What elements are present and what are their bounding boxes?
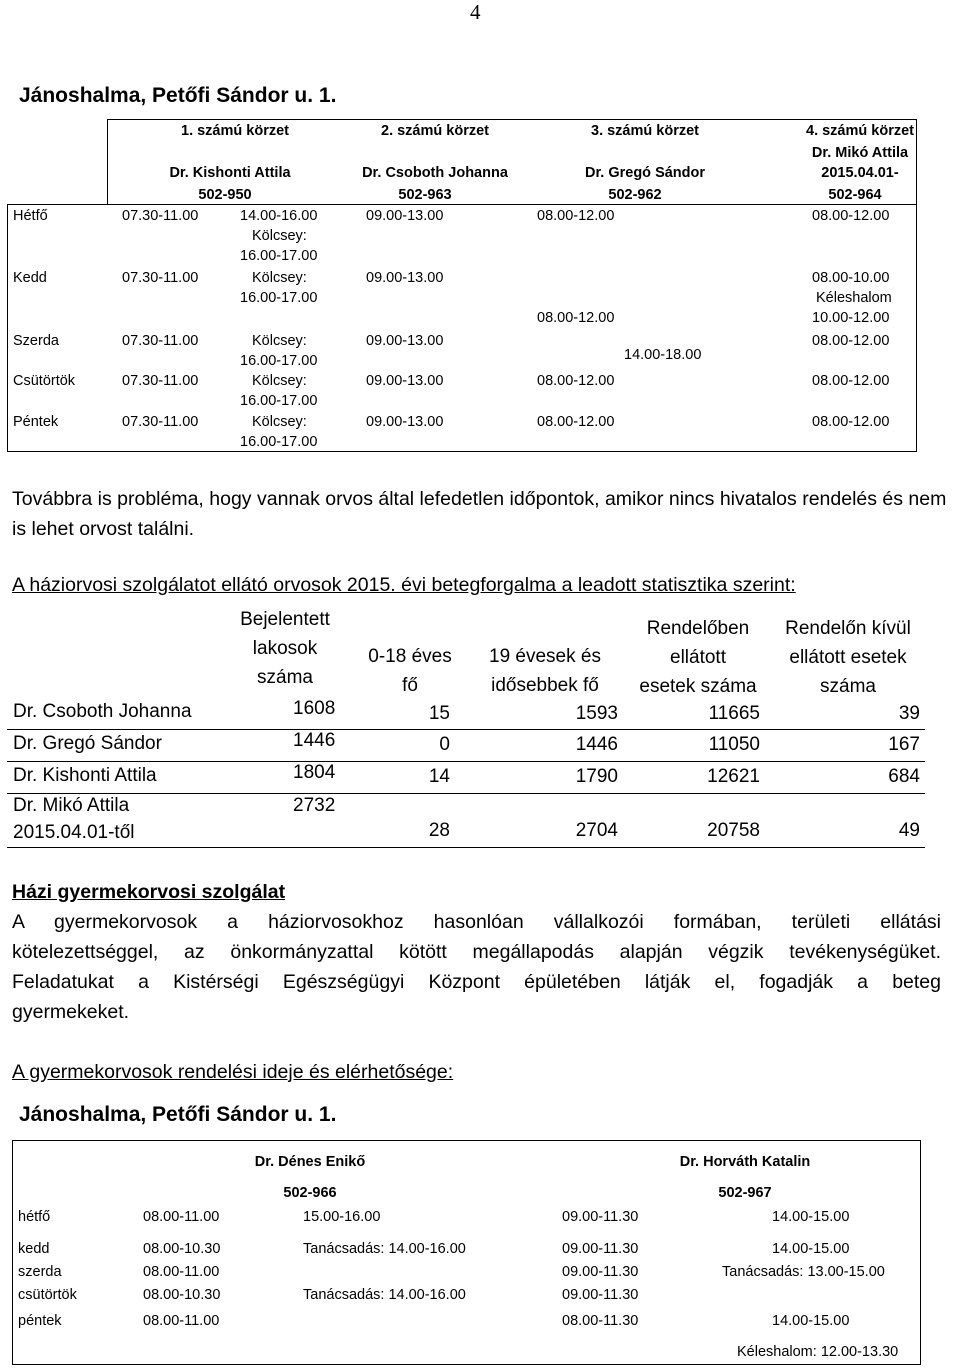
thursday-d4: 08.00-12.00 bbox=[812, 373, 890, 389]
row-4-outside: 49 bbox=[898, 820, 920, 841]
pediatric-line-1: A gyermekorvosok a háziorvosokhoz hasonlóan vállalkozói formában, területi ellátási bbox=[12, 911, 941, 933]
row-csutortok-day: csütörtök bbox=[18, 1287, 77, 1303]
row-kedd-c: 09.00-11.30 bbox=[562, 1241, 639, 1257]
thursday-d2: 09.00-13.00 bbox=[366, 373, 444, 389]
row-4-registered: 2732 bbox=[293, 795, 336, 816]
district-1-code: 502-950 bbox=[198, 187, 252, 203]
district-2-label: 2. számú körzet bbox=[381, 123, 489, 139]
address-heading: Jánoshalma, Petőfi Sándor u. 1. bbox=[19, 84, 337, 107]
row-2-age19: 1446 bbox=[575, 734, 618, 755]
row-4-name-since: 2015.04.01-től bbox=[13, 822, 135, 843]
tuesday-kolcsey-time: 16.00-17.00 bbox=[240, 290, 318, 306]
friday-d4: 08.00-12.00 bbox=[812, 414, 890, 430]
pediatric-line-3: Feladatukat a Kistérségi Egészségügyi Központ épületében látják el, fogadják a beteg bbox=[12, 971, 941, 993]
tuesday-d1-morning: 07.30-11.00 bbox=[122, 270, 199, 286]
friday-d1-morning: 07.30-11.00 bbox=[122, 414, 199, 430]
thursday-d3: 08.00-12.00 bbox=[537, 373, 615, 389]
district-3-doctor: Dr. Gregó Sándor bbox=[584, 165, 706, 181]
wednesday-d1-morning: 07.30-11.00 bbox=[122, 333, 199, 349]
wednesday-d3: 14.00-18.00 bbox=[624, 347, 702, 363]
row-hetfo-c: 09.00-11.30 bbox=[562, 1209, 639, 1225]
district-1-doctor: Dr. Kishonti Attila bbox=[169, 165, 291, 181]
row-1-inside: 11665 bbox=[708, 703, 760, 724]
row-hetfo-day: hétfő bbox=[18, 1209, 51, 1225]
row-pentek-day: péntek bbox=[18, 1313, 62, 1329]
row-2-inside: 11050 bbox=[708, 734, 760, 755]
day-friday: Péntek bbox=[13, 414, 59, 430]
pediatric-line-4: gyermekeket. bbox=[12, 1001, 130, 1023]
friday-kolcsey-time: 16.00-17.00 bbox=[240, 434, 318, 450]
header-age-0-18: 0-18 éves fő bbox=[368, 646, 452, 696]
coverage-paragraph: Továbbra is probléma, hogy vannak orvos által lefedetlen időpontok, amikor nincs hivatalos rendelés és nem is lehet orvost találni. bbox=[12, 488, 947, 540]
monday-d1-afternoon: 14.00-16.00 bbox=[240, 208, 318, 224]
district-3-code: 502-962 bbox=[608, 187, 662, 203]
row-2-age0-18: 0 bbox=[439, 734, 450, 755]
row-kedd-d: 14.00-15.00 bbox=[772, 1241, 850, 1257]
row-4-age19: 2704 bbox=[575, 820, 618, 841]
row-hetfo-a: 08.00-11.00 bbox=[143, 1209, 220, 1225]
row-csutortok-c: 09.00-11.30 bbox=[562, 1287, 639, 1303]
row-1-outside: 39 bbox=[898, 703, 920, 724]
monday-d2: 09.00-13.00 bbox=[366, 208, 444, 224]
row-szerda-day: szerda bbox=[18, 1264, 62, 1280]
tuesday-d4-first: 08.00-10.00 bbox=[812, 270, 890, 286]
row-szerda-c: 09.00-11.30 bbox=[562, 1264, 639, 1280]
pediatric-line-2: kötelezettséggel, az önkormányzattal kötött megállapodás alapján végzik tevékenységüket. bbox=[12, 941, 941, 963]
day-monday: Hétfő bbox=[13, 208, 48, 224]
row-kedd-a: 08.00-10.30 bbox=[143, 1241, 221, 1257]
tuesday-d2: 09.00-13.00 bbox=[366, 270, 444, 286]
row-csutortok-b: Tanácsadás: 14.00-16.00 bbox=[303, 1287, 466, 1303]
monday-kolcsey-time: 16.00-17.00 bbox=[240, 248, 318, 264]
row-3-outside: 684 bbox=[888, 766, 920, 787]
hours-heading: A gyermekorvosok rendelési ideje és elérhetősége: bbox=[12, 1061, 454, 1083]
row-3-registered: 1804 bbox=[293, 762, 336, 783]
statistics-heading: A háziorvosi szolgálatot ellátó orvosok 2015. évi betegforgalma a leadott statisztika szerint: bbox=[12, 574, 796, 596]
district-3-label: 3. számú körzet bbox=[591, 123, 699, 139]
row-csutortok-a: 08.00-10.30 bbox=[143, 1287, 221, 1303]
row-pentek-a: 08.00-11.00 bbox=[143, 1313, 220, 1329]
doctor-2-name: Dr. Horváth Katalin bbox=[679, 1154, 811, 1170]
row-1-registered: 1608 bbox=[293, 698, 336, 719]
doctor-1-name: Dr. Dénes Enikő bbox=[254, 1154, 366, 1170]
tuesday-d4-location: Kéleshalom bbox=[816, 290, 892, 306]
row-3-name: Dr. Kishonti Attila bbox=[13, 765, 157, 786]
friday-d2: 09.00-13.00 bbox=[366, 414, 444, 430]
district-2-doctor: Dr. Csoboth Johanna bbox=[362, 165, 508, 181]
district-4-code: 502-964 bbox=[828, 187, 882, 203]
tuesday-kolcsey-label: Kölcsey: bbox=[252, 270, 307, 286]
row-2-outside: 167 bbox=[888, 734, 920, 755]
header-outside: Rendelőn kívül ellátott esetek száma bbox=[785, 618, 911, 697]
row-kedd-day: kedd bbox=[18, 1241, 50, 1257]
monday-d1-morning: 07.30-11.00 bbox=[122, 208, 199, 224]
wednesday-kolcsey-label: Kölcsey: bbox=[252, 333, 307, 349]
row-1-age0-18: 15 bbox=[428, 703, 450, 724]
wednesday-d4: 08.00-12.00 bbox=[812, 333, 890, 349]
row-hetfo-d: 14.00-15.00 bbox=[772, 1209, 850, 1225]
thursday-kolcsey-time: 16.00-17.00 bbox=[240, 393, 318, 409]
header-registered: Bejelentett lakosok száma bbox=[240, 609, 330, 688]
district-4-doctor-since: 2015.04.01- bbox=[821, 165, 899, 181]
pediatric-heading: Házi gyermekorvosi szolgálat bbox=[12, 881, 286, 903]
row-3-age19: 1790 bbox=[575, 766, 618, 787]
page-number: 4 bbox=[470, 0, 481, 24]
monday-d3: 08.00-12.00 bbox=[537, 208, 615, 224]
wednesday-d2: 09.00-13.00 bbox=[366, 333, 444, 349]
row-3-age0-18: 14 bbox=[428, 766, 450, 787]
row-4-name: Dr. Mikó Attila bbox=[13, 795, 130, 816]
doctor-1-code: 502-966 bbox=[283, 1185, 337, 1201]
day-wednesday: Szerda bbox=[13, 333, 59, 349]
row-1-age19: 1593 bbox=[575, 703, 618, 724]
row-1-name: Dr. Csoboth Johanna bbox=[13, 701, 192, 722]
thursday-d1-morning: 07.30-11.00 bbox=[122, 373, 199, 389]
tuesday-d4-second: 10.00-12.00 bbox=[812, 310, 890, 326]
row-4-age0-18: 28 bbox=[428, 820, 450, 841]
row-pentek-c: 08.00-11.30 bbox=[562, 1313, 639, 1329]
friday-kolcsey-label: Kölcsey: bbox=[252, 414, 307, 430]
header-inside: Rendelőben ellátott esetek száma bbox=[639, 618, 757, 697]
row-hetfo-b: 15.00-16.00 bbox=[303, 1209, 381, 1225]
address-heading-2: Jánoshalma, Petőfi Sándor u. 1. bbox=[19, 1103, 337, 1126]
row-szerda-a: 08.00-11.00 bbox=[143, 1264, 220, 1280]
district-1-label: 1. számú körzet bbox=[181, 123, 289, 139]
day-tuesday: Kedd bbox=[13, 270, 47, 286]
keleshalom-footer: Kéleshalom: 12.00-13.30 bbox=[737, 1344, 899, 1360]
thursday-kolcsey-label: Kölcsey: bbox=[252, 373, 307, 389]
day-thursday: Csütörtök bbox=[13, 373, 76, 389]
header-age-19: 19 évesek és idősebbek fő bbox=[489, 646, 601, 696]
row-kedd-b: Tanácsadás: 14.00-16.00 bbox=[303, 1241, 466, 1257]
monday-d4: 08.00-12.00 bbox=[812, 208, 890, 224]
wednesday-kolcsey-time: 16.00-17.00 bbox=[240, 353, 318, 369]
friday-d3: 08.00-12.00 bbox=[537, 414, 615, 430]
row-2-registered: 1446 bbox=[293, 730, 336, 751]
row-pentek-d: 14.00-15.00 bbox=[772, 1313, 850, 1329]
row-szerda-d: Tanácsadás: 13.00-15.00 bbox=[722, 1264, 885, 1280]
tuesday-d3: 08.00-12.00 bbox=[537, 310, 615, 326]
district-4-doctor: Dr. Mikó Attila bbox=[811, 145, 909, 161]
doctor-2-code: 502-967 bbox=[718, 1185, 772, 1201]
row-4-inside: 20758 bbox=[707, 820, 760, 841]
district-2-code: 502-963 bbox=[398, 187, 452, 203]
monday-kolcsey-label: Kölcsey: bbox=[252, 228, 307, 244]
district-4-label: 4. számú körzet bbox=[806, 123, 914, 139]
row-3-inside: 12621 bbox=[707, 766, 760, 787]
row-2-name: Dr. Gregó Sándor bbox=[13, 733, 162, 754]
